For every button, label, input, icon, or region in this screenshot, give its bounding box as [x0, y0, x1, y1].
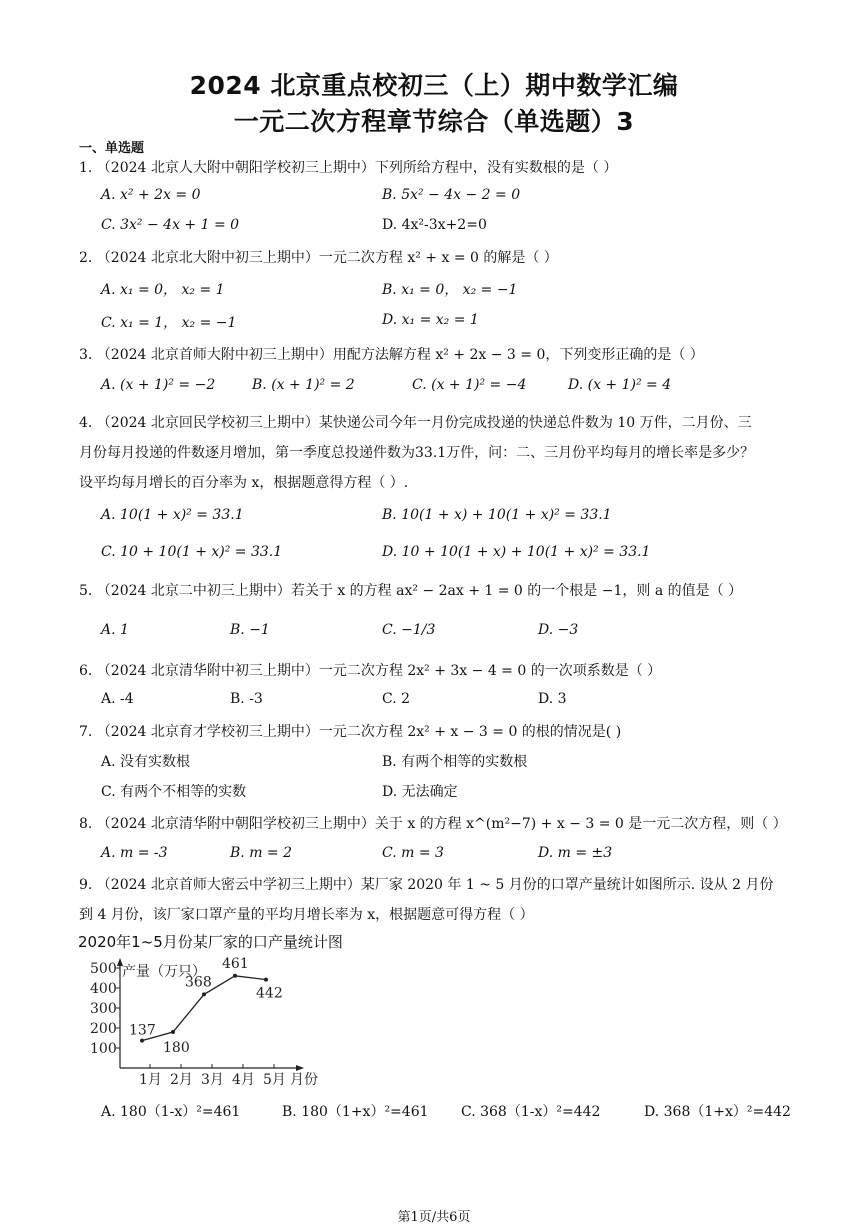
question-4-option-a: A. 10(1 + x)² = 33.1 [101, 507, 244, 523]
section-heading: 一、单选题 [79, 141, 145, 156]
y-tick-label: 300 [90, 1001, 117, 1017]
page-footer: 第1页/共6页 [397, 1210, 471, 1225]
question-5-option-b: B. −1 [230, 622, 270, 638]
question-7-option-c: C. 有两个不相等的实数 [101, 784, 247, 800]
question-7-stem: 7. （2024 北京育才学校初三上期中）一元二次方程 2x² + x − 3 = 0 的根的情况是( ) [79, 724, 622, 740]
question-7-option-d: D. 无法确定 [382, 784, 458, 800]
question-8-option-a: A. m = -3 [101, 845, 168, 861]
data-point [140, 1039, 144, 1043]
question-6-option-a: A. -4 [101, 691, 134, 707]
question-1-option-a: A. x² + 2x = 0 [101, 187, 201, 203]
question-4-option-c: C. 10 + 10(1 + x)² = 33.1 [101, 544, 283, 560]
question-4-stem-line1: 4. （2024 北京回民学校初三上期中）某快递公司今年一月份完成投递的快递总件数为 10 万件，二月份、三 [79, 415, 752, 431]
data-point [264, 978, 268, 982]
y-axis-label: 产量（万只） [122, 964, 206, 980]
question-9-stem-line1: 9. （2024 北京首师大密云中学初三上期中）某厂家 2020 年 1 ~ 5 月份的口罩产量统计如图所示. 设从 2 月份 [79, 877, 774, 893]
question-9-option-a: A. 180（1-x）²=461 [101, 1104, 241, 1120]
question-1-option-c: C. 3x² − 4x + 1 = 0 [101, 217, 240, 233]
question-3-option-b: B. (x + 1)² = 2 [252, 377, 355, 393]
x-tick-label: 4月 [232, 1072, 255, 1088]
question-9-option-b: B. 180（1+x）²=461 [282, 1104, 429, 1120]
question-5-option-c: C. −1/3 [382, 622, 436, 638]
data-label: 368 [185, 974, 212, 991]
production-line-chart [78, 952, 348, 1094]
data-point [233, 974, 237, 978]
question-2-option-b: B. x₁ = 0， x₂ = −1 [382, 282, 518, 298]
data-label: 137 [129, 1022, 156, 1039]
x-tick-label: 5月 [263, 1072, 286, 1088]
question-6-option-c: C. 2 [382, 691, 411, 707]
data-point [202, 992, 206, 996]
question-2-stem: 2. （2024 北京北大附中初三上期中）一元二次方程 x² + x = 0 的解是（ ） [79, 250, 558, 266]
data-point [171, 1030, 175, 1034]
question-2-option-a: A. x₁ = 0， x₂ = 1 [101, 282, 225, 298]
page-title-line1: 2024 北京重点校初三（上）期中数学汇编 [189, 71, 679, 100]
x-axis-label: 月份 [290, 1072, 318, 1088]
question-3-stem: 3. （2024 北京首师大附中初三上期中）用配方法解方程 x² + 2x − 3 = 0，下列变形正确的是（ ） [79, 347, 704, 363]
data-label: 461 [222, 955, 249, 972]
question-3-option-c: C. (x + 1)² = −4 [412, 377, 527, 393]
page-title-line2: 一元二次方程章节综合（单选题）3 [233, 107, 635, 136]
question-4-option-b: B. 10(1 + x) + 10(1 + x)² = 33.1 [382, 507, 612, 523]
data-label: 180 [163, 1040, 190, 1056]
x-axis-arrow [296, 1065, 304, 1071]
question-9-stem-line2: 到 4 月份，该厂家口罩产量的平均月增长率为 x，根据题意可得方程（ ） [79, 907, 534, 923]
question-4-stem-line3: 设平均每月增长的百分率为 x，根据题意得方程（ ）. [79, 475, 409, 491]
question-1-option-d: D. 4x²-3x+2=0 [382, 217, 487, 233]
question-4-option-d: D. 10 + 10(1 + x) + 10(1 + x)² = 33.1 [382, 544, 651, 560]
question-5-option-d: D. −3 [538, 622, 579, 638]
question-8-stem: 8. （2024 北京清华附中朝阳学校初三上期中）关于 x 的方程 x^(m²−7) + x − 3 = 0 是一元二次方程，则（ ） [79, 816, 787, 832]
question-6-stem: 6. （2024 北京清华附中初三上期中）一元二次方程 2x² + 3x − 4 = 0 的一次项系数是（ ） [79, 663, 662, 679]
question-9-option-c: C. 368（1-x）²=442 [461, 1104, 601, 1120]
question-1-option-b: B. 5x² − 4x − 2 = 0 [382, 187, 521, 203]
y-tick-label: 100 [90, 1041, 117, 1057]
question-5-option-a: A. 1 [101, 622, 129, 638]
question-7-option-a: A. 没有实数根 [101, 754, 191, 770]
question-8-option-b: B. m = 2 [230, 845, 293, 861]
data-label: 442 [256, 985, 283, 1002]
question-3-option-d: D. (x + 1)² = 4 [568, 377, 672, 393]
x-tick-label: 2月 [170, 1072, 193, 1088]
x-tick-label: 1月 [139, 1072, 162, 1088]
question-3-option-a: A. (x + 1)² = −2 [101, 377, 216, 393]
question-9-option-d: D. 368（1+x）²=442 [644, 1104, 791, 1120]
question-2-option-c: C. x₁ = 1， x₂ = −1 [101, 315, 237, 331]
question-8-option-d: D. m = ±3 [538, 845, 613, 861]
question-4-stem-line2: 月份每月投递的件数逐月增加，第一季度总投递件数为33.1万件，问：二、三月份平均每月的增长率是多少？ [79, 445, 755, 461]
question-2-option-d: D. x₁ = x₂ = 1 [382, 312, 479, 328]
x-tick-label: 3月 [201, 1072, 224, 1088]
question-6-option-d: D. 3 [538, 691, 567, 707]
question-6-option-b: B. -3 [230, 691, 263, 707]
y-tick-label: 400 [90, 981, 117, 997]
y-tick-label: 500 [90, 961, 117, 977]
question-7-option-b: B. 有两个相等的实数根 [382, 754, 528, 770]
question-8-option-c: C. m = 3 [382, 845, 444, 861]
question-5-stem: 5. （2024 北京二中初三上期中）若关于 x 的方程 ax² − 2ax + 1 = 0 的一个根是 −1，则 a 的值是（ ） [79, 583, 743, 599]
y-tick-label: 200 [90, 1021, 117, 1037]
chart-title: 2020年1~5月份某厂家的口产量统计图 [78, 933, 343, 951]
question-1-stem: 1. （2024 北京人大附中朝阳学校初三上期中）下列所给方程中，没有实数根的是（ ） [79, 160, 618, 176]
